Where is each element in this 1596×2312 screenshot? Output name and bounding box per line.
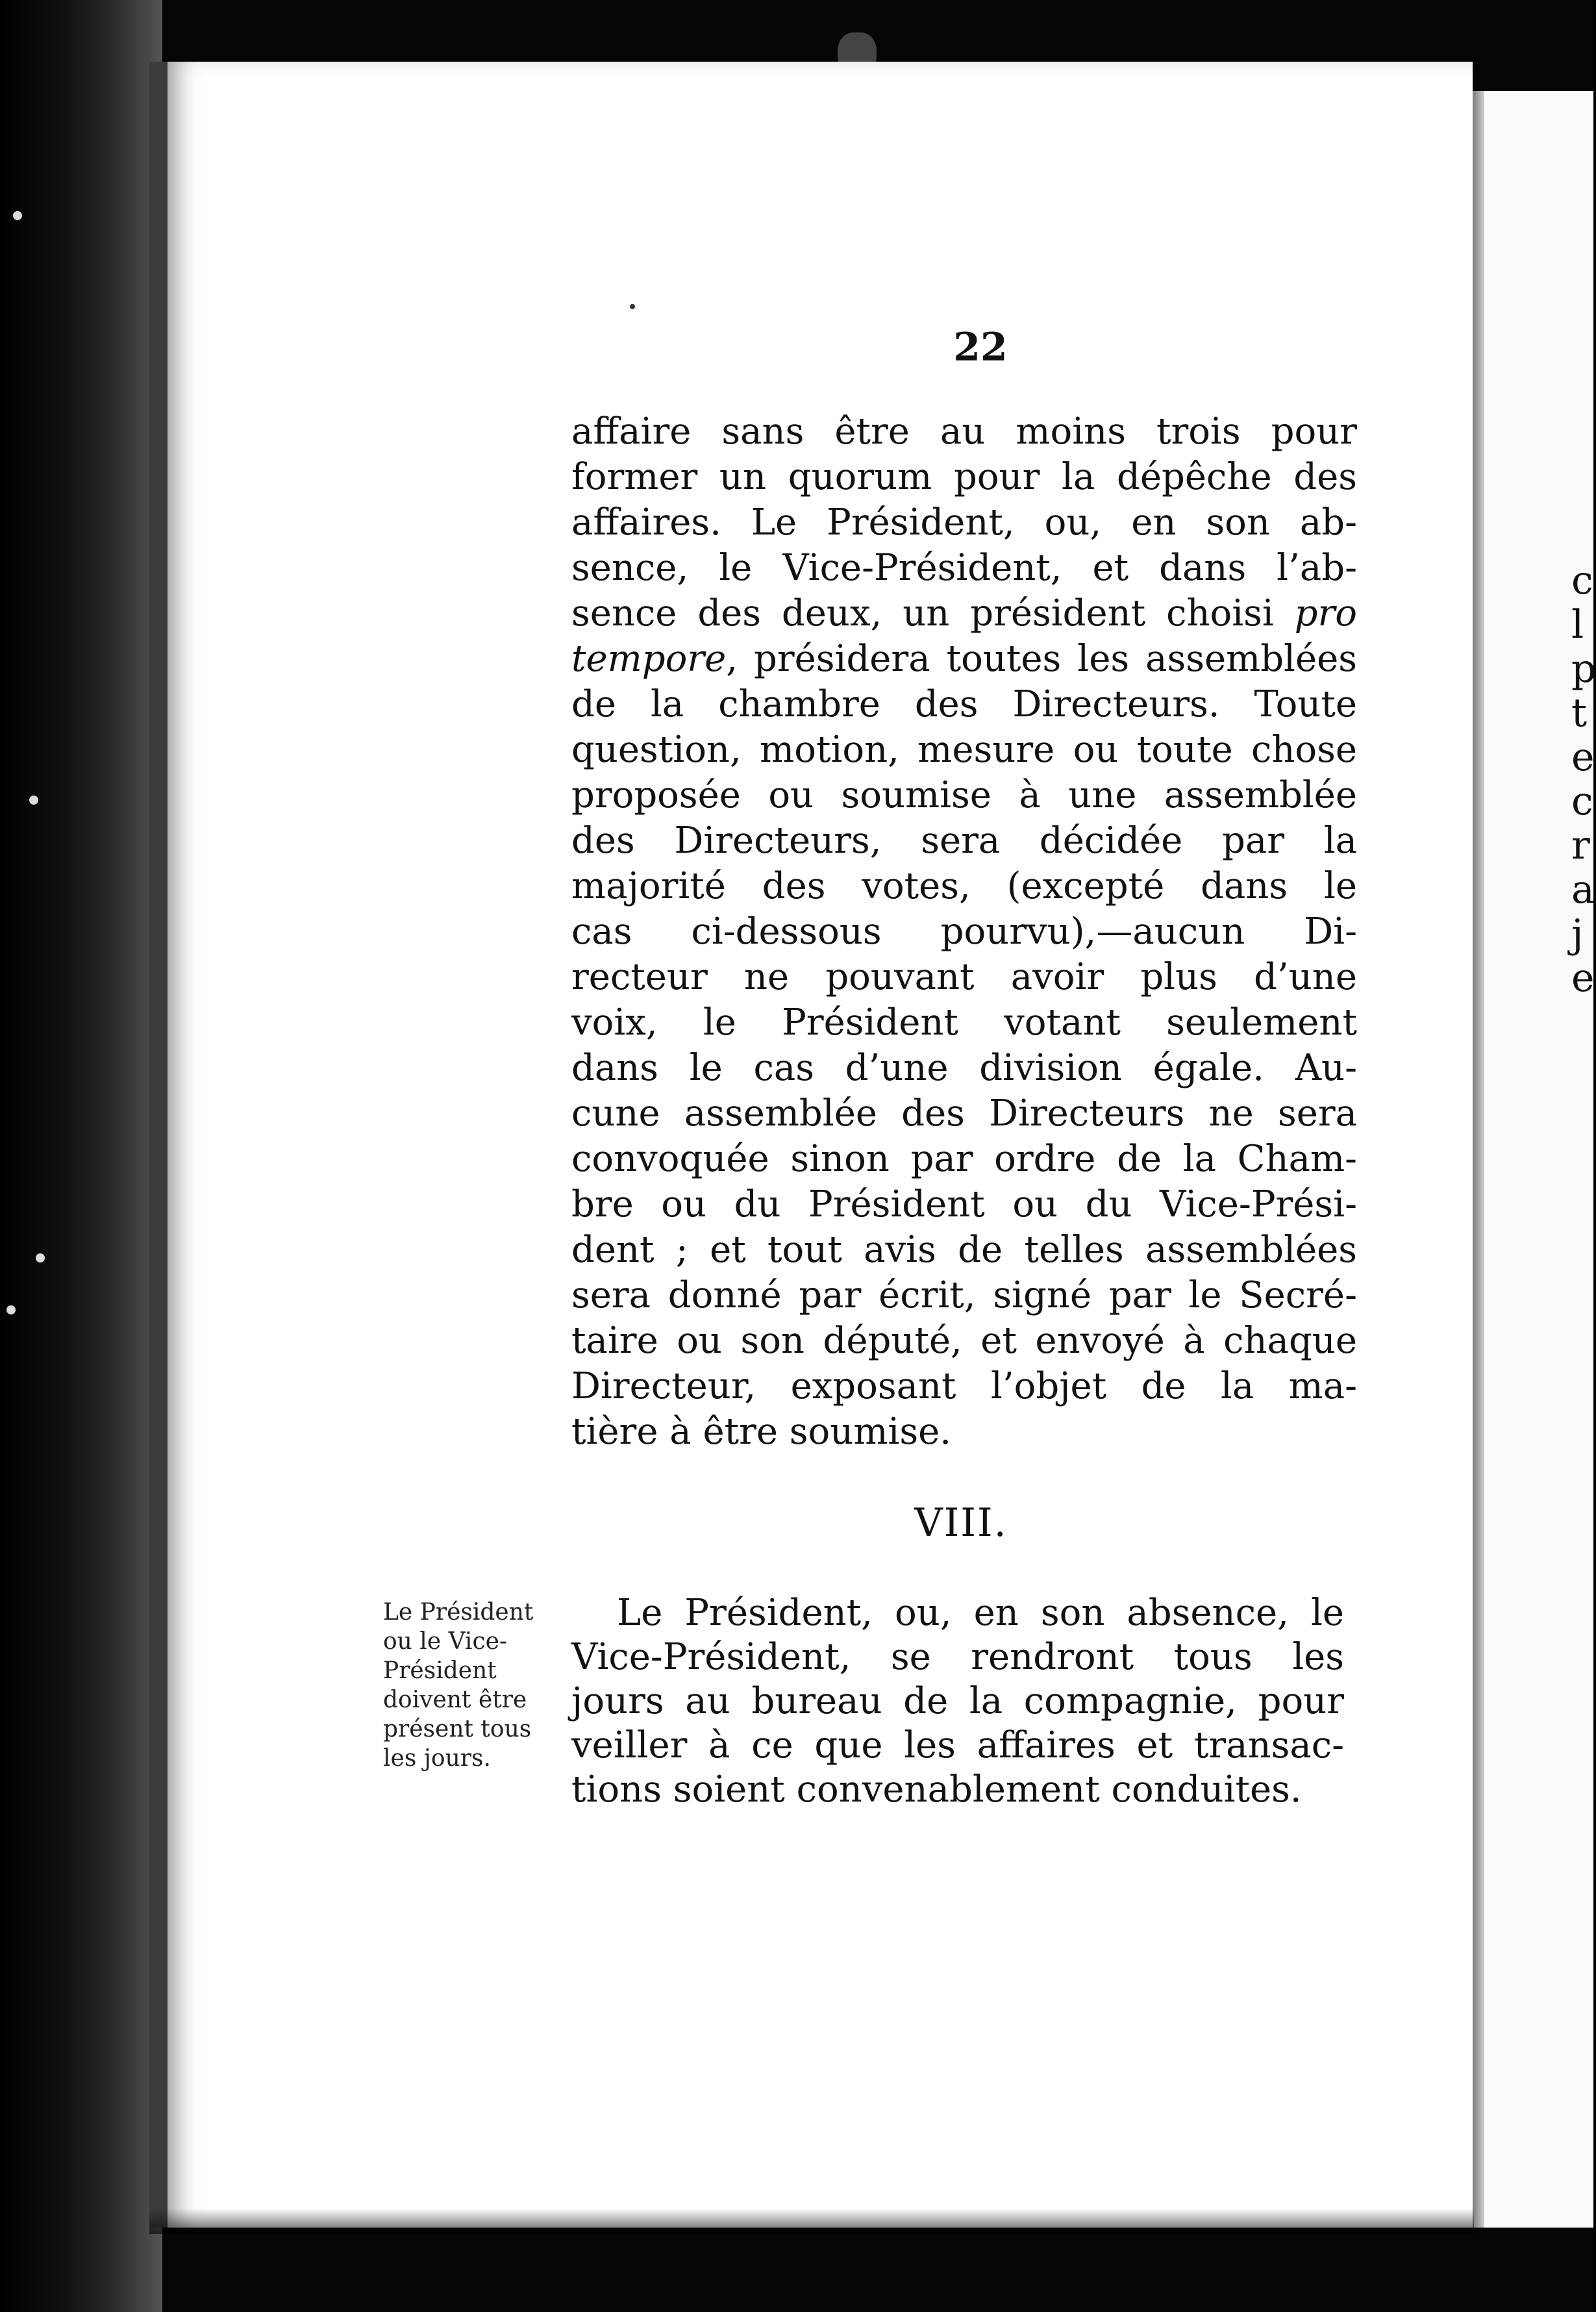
facing-page-letter: r (1571, 823, 1590, 868)
facing-page-letter: e (1571, 955, 1595, 1001)
facing-page-letter: a (1571, 867, 1595, 912)
body-line: tempore, présidera toutes les assemblées (571, 638, 1357, 680)
facing-page-letter: e (1571, 735, 1595, 780)
margin-note (383, 1598, 552, 1773)
section-paragraph (571, 1591, 1344, 1812)
body-line: proposée ou soumise à une assemblée (571, 774, 1357, 816)
facing-page-letter: j (1571, 911, 1584, 957)
body-line: sence, le Vice-Président, et dans l’ab- (571, 547, 1357, 589)
body-line: sence des deux, un président choisi pro (571, 592, 1357, 635)
body-line: convoquée sinon par ordre de la Cham- (571, 1138, 1357, 1180)
section-line: Le Président, ou, en son absence, le (617, 1592, 1344, 1634)
body-line: tière à être soumise. (571, 1411, 952, 1453)
binding-dot (29, 796, 38, 805)
section-line: jours au bureau de la compagnie, pour (571, 1680, 1344, 1722)
body-line: cune assemblée des Directeurs ne sera (571, 1092, 1357, 1135)
section-line: veiller à ce que les affaires et transac- (571, 1724, 1344, 1766)
page-number: 22 (953, 325, 1008, 370)
binding-dot (6, 1305, 16, 1314)
ink-speck (630, 304, 635, 309)
margin-note-line: Le Président (383, 1599, 534, 1626)
body-line: taire ou son député, et envoyé à chaque (571, 1320, 1357, 1362)
facing-page-letter: p (1571, 646, 1596, 692)
facing-page-letter: c (1571, 779, 1593, 824)
body-line: cas ci-dessous pourvu),—aucun Di- (571, 911, 1357, 953)
section-line: tions soient convenablement conduites. (571, 1768, 1302, 1811)
facing-page-letter: c (1571, 558, 1593, 603)
binding-dot (13, 211, 22, 220)
section-line: Vice-Président, se rendront tous les (571, 1636, 1344, 1678)
margin-note-line: Président (383, 1657, 497, 1684)
margin-note-line: doivent être (383, 1687, 527, 1713)
body-line: Directeur, exposant l’objet de la ma- (571, 1365, 1357, 1407)
body-line: majorité des votes, (excepté dans le (571, 865, 1357, 907)
facing-page-letters (1571, 558, 1596, 1001)
margin-note-line: présent tous (383, 1716, 532, 1742)
body-line: question, motion, mesure ou toute chose (571, 729, 1357, 771)
body-line: dent ; et tout avis de telles assemblées (571, 1229, 1357, 1271)
facing-page-letter: l (1571, 602, 1584, 647)
section-heading: VIII. (914, 1500, 1008, 1546)
body-line: voix, le Président votant seulement (571, 1001, 1357, 1044)
margin-note-line: ou le Vice- (383, 1628, 508, 1655)
facing-page-letter: t (1571, 690, 1588, 736)
body-line: affaires. Le Président, ou, en son ab- (571, 501, 1357, 544)
body-line: affaire sans être au moins trois pour (571, 410, 1357, 453)
body-line: des Directeurs, sera décidée par la (571, 820, 1357, 862)
book-binding (0, 0, 162, 2312)
body-paragraph (571, 409, 1357, 1455)
page-bottom-shadow (149, 2208, 1474, 2234)
body-line: recteur ne pouvant avoir plus d’une (571, 956, 1357, 998)
body-line: dans le cas d’une division égale. Au- (571, 1047, 1357, 1089)
body-line: de la chambre des Directeurs. Toute (571, 683, 1357, 725)
binding-dot (36, 1253, 45, 1263)
body-line: bre ou du Président ou du Vice-Prési- (571, 1183, 1357, 1225)
body-line: sera donné par écrit, signé par le Secré- (571, 1274, 1357, 1316)
body-line: former un quorum pour la dépêche des (571, 456, 1357, 498)
margin-note-line: les jours. (383, 1745, 491, 1772)
